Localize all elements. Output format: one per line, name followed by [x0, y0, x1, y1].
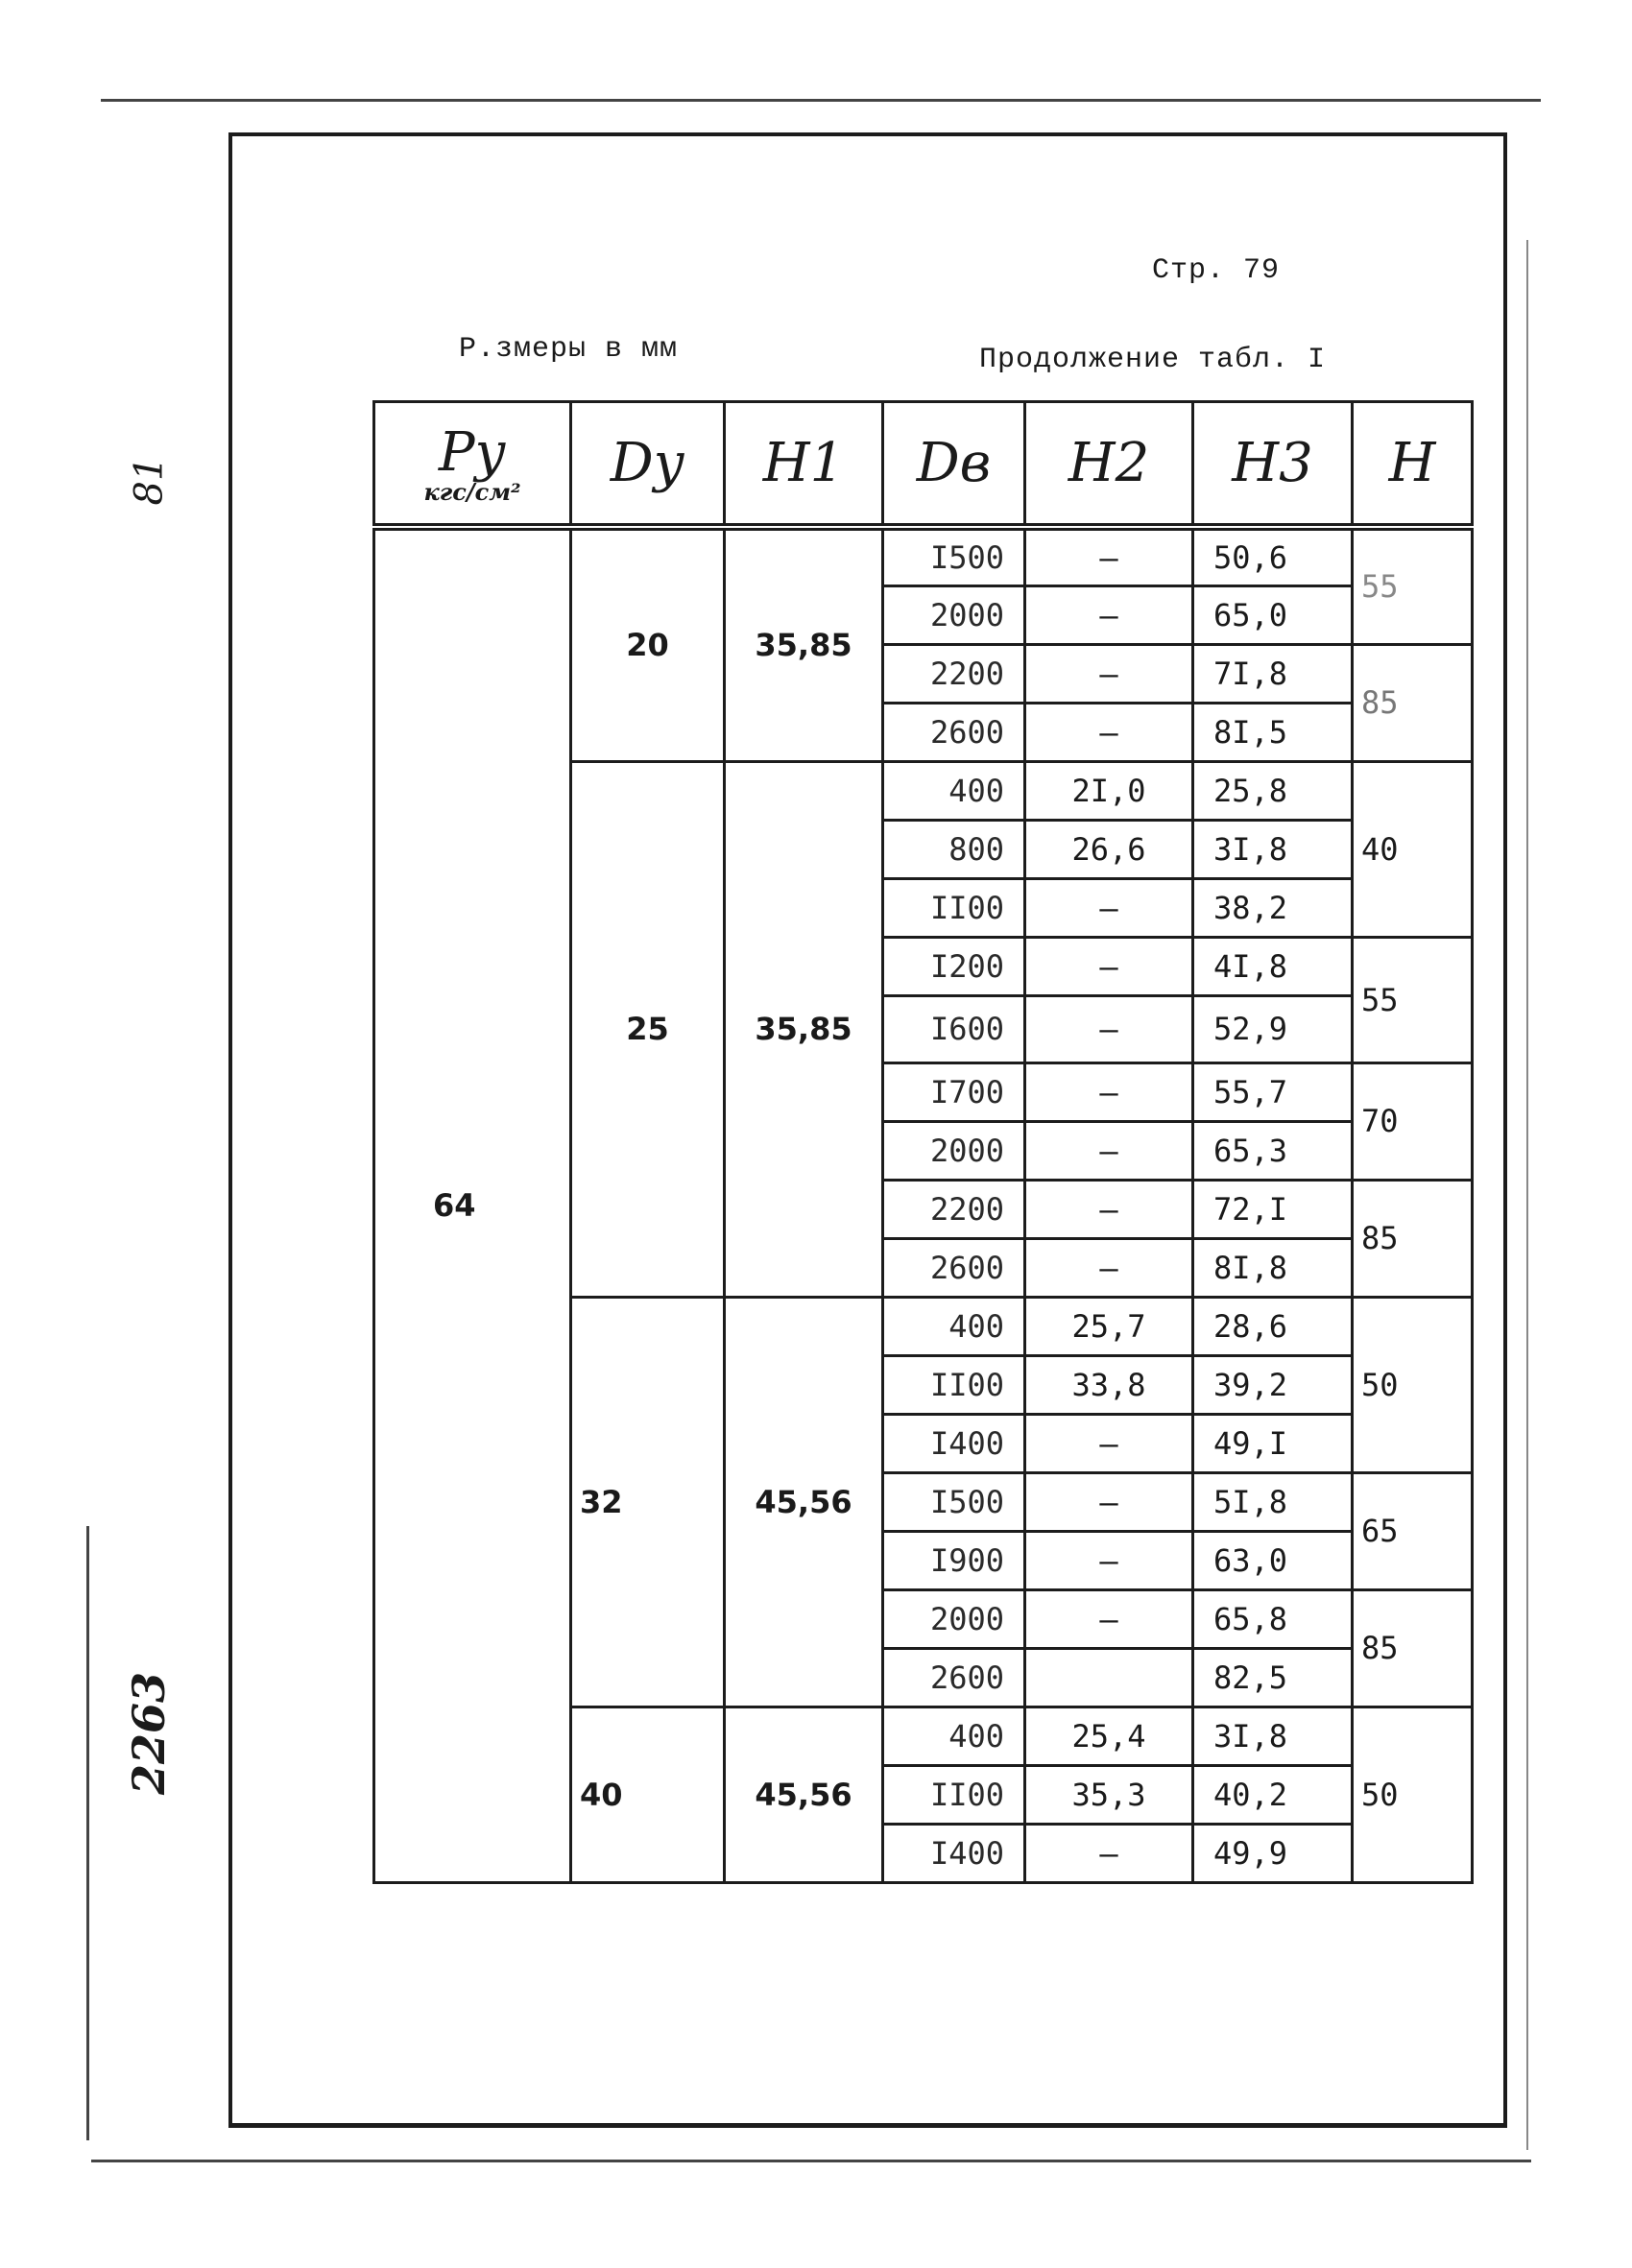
- h3-cell: 72,I: [1193, 1180, 1353, 1238]
- h-cell: 50: [1353, 1707, 1473, 1882]
- h3-cell: 28,6: [1193, 1297, 1353, 1355]
- py-cell: 64: [374, 527, 571, 1882]
- frame-left-line: [228, 132, 232, 2127]
- h3-cell: 8I,5: [1193, 703, 1353, 761]
- right-edge-line: [1526, 240, 1528, 2150]
- h2-cell: –: [1025, 644, 1193, 703]
- h2-cell: –: [1025, 1238, 1193, 1297]
- bottom-edge-line: [91, 2160, 1531, 2162]
- h-cell: 70: [1353, 1062, 1473, 1180]
- h3-cell: 4I,8: [1193, 937, 1353, 995]
- h3-cell: 3I,8: [1193, 820, 1353, 878]
- header-py-unit: кгс/см²: [423, 477, 521, 506]
- h3-cell: 65,8: [1193, 1589, 1353, 1648]
- db-cell: 2200: [883, 1180, 1025, 1238]
- left-edge-line: [86, 1526, 89, 2140]
- db-cell: 2000: [883, 1589, 1025, 1648]
- h3-cell: 49,I: [1193, 1414, 1353, 1472]
- h2-cell: –: [1025, 1062, 1193, 1121]
- h2-cell: –: [1025, 1121, 1193, 1180]
- db-cell: II00: [883, 878, 1025, 937]
- h2-cell: –: [1025, 527, 1193, 585]
- h2-cell: –: [1025, 1180, 1193, 1238]
- db-cell: I500: [883, 527, 1025, 585]
- header-h1: H1: [725, 402, 883, 528]
- db-cell: I700: [883, 1062, 1025, 1121]
- header-dy: Dу: [571, 402, 725, 528]
- h3-cell: 63,0: [1193, 1531, 1353, 1589]
- db-cell: I500: [883, 1472, 1025, 1531]
- h3-cell: 82,5: [1193, 1648, 1353, 1707]
- h-cell: 85: [1353, 1589, 1473, 1707]
- db-cell: I600: [883, 995, 1025, 1062]
- db-cell: II00: [883, 1765, 1025, 1824]
- h2-cell: [1025, 1648, 1193, 1707]
- header-h: H: [1353, 402, 1473, 528]
- db-cell: 400: [883, 1297, 1025, 1355]
- h2-cell: –: [1025, 585, 1193, 644]
- h-cell: 40: [1353, 761, 1473, 937]
- h3-cell: 7I,8: [1193, 644, 1353, 703]
- h3-cell: 65,0: [1193, 585, 1353, 644]
- units-label: Р.змеры в мм: [459, 333, 679, 366]
- h2-cell: –: [1025, 1472, 1193, 1531]
- header-h2: H2: [1025, 402, 1193, 528]
- table-header-row: [374, 402, 1473, 528]
- continuation-label: Продолжение табл. I: [979, 344, 1327, 376]
- h-cell: 55: [1353, 527, 1473, 644]
- table-row: [374, 527, 1473, 585]
- page-label: Стр. 79: [1152, 254, 1281, 287]
- db-cell: 2600: [883, 1648, 1025, 1707]
- header-h3: H3: [1193, 402, 1353, 528]
- frame-bottom-line: [228, 2123, 1507, 2128]
- db-cell: I400: [883, 1824, 1025, 1882]
- h2-cell: –: [1025, 1824, 1193, 1882]
- h3-cell: 25,8: [1193, 761, 1353, 820]
- h-cell: 55: [1353, 937, 1473, 1062]
- db-cell: 400: [883, 761, 1025, 820]
- h3-cell: 49,9: [1193, 1824, 1353, 1882]
- dy-cell: 20: [571, 527, 725, 761]
- h2-cell: –: [1025, 878, 1193, 937]
- h1-cell: 35,85: [725, 761, 883, 1297]
- dimensions-table: [372, 400, 1474, 1884]
- top-edge-line: [101, 99, 1541, 102]
- h2-cell: 26,6: [1025, 820, 1193, 878]
- frame-right-line: [1503, 132, 1507, 2127]
- h-cell: 85: [1353, 644, 1473, 761]
- h2-cell: 33,8: [1025, 1355, 1193, 1414]
- h2-cell: 25,4: [1025, 1707, 1193, 1765]
- h2-cell: –: [1025, 995, 1193, 1062]
- h2-cell: –: [1025, 1589, 1193, 1648]
- header-db: Dв: [883, 402, 1025, 528]
- h2-cell: 35,3: [1025, 1765, 1193, 1824]
- db-cell: 2600: [883, 703, 1025, 761]
- margin-stamp: 2263: [123, 1671, 175, 1795]
- h1-cell: 45,56: [725, 1297, 883, 1707]
- h3-cell: 65,3: [1193, 1121, 1353, 1180]
- db-cell: 2200: [883, 644, 1025, 703]
- h2-cell: –: [1025, 703, 1193, 761]
- h2-cell: 25,7: [1025, 1297, 1193, 1355]
- h3-cell: 39,2: [1193, 1355, 1353, 1414]
- h2-cell: –: [1025, 937, 1193, 995]
- db-cell: I200: [883, 937, 1025, 995]
- h1-cell: 45,56: [725, 1707, 883, 1882]
- h-cell: 85: [1353, 1180, 1473, 1297]
- h-cell: 50: [1353, 1297, 1473, 1472]
- dy-cell: 40: [571, 1707, 725, 1882]
- h1-cell: 35,85: [725, 527, 883, 761]
- db-cell: II00: [883, 1355, 1025, 1414]
- db-cell: I900: [883, 1531, 1025, 1589]
- h2-cell: –: [1025, 1414, 1193, 1472]
- h3-cell: 55,7: [1193, 1062, 1353, 1121]
- margin-left-number: 81: [127, 456, 172, 506]
- h3-cell: 38,2: [1193, 878, 1353, 937]
- header-py-label: Pу: [438, 420, 507, 484]
- dy-cell: 25: [571, 761, 725, 1297]
- h3-cell: 52,9: [1193, 995, 1353, 1062]
- db-cell: 800: [883, 820, 1025, 878]
- db-cell: 400: [883, 1707, 1025, 1765]
- h3-cell: 3I,8: [1193, 1707, 1353, 1765]
- db-cell: 2600: [883, 1238, 1025, 1297]
- header-py: [374, 402, 571, 528]
- h2-cell: –: [1025, 1531, 1193, 1589]
- db-cell: 2000: [883, 585, 1025, 644]
- frame-top-line: [230, 132, 1507, 136]
- h-cell: 65: [1353, 1472, 1473, 1589]
- db-cell: 2000: [883, 1121, 1025, 1180]
- h3-cell: 8I,8: [1193, 1238, 1353, 1297]
- dy-cell: 32: [571, 1297, 725, 1707]
- h2-cell: 2I,0: [1025, 761, 1193, 820]
- db-cell: I400: [883, 1414, 1025, 1472]
- h3-cell: 5I,8: [1193, 1472, 1353, 1531]
- h3-cell: 40,2: [1193, 1765, 1353, 1824]
- h3-cell: 50,6: [1193, 527, 1353, 585]
